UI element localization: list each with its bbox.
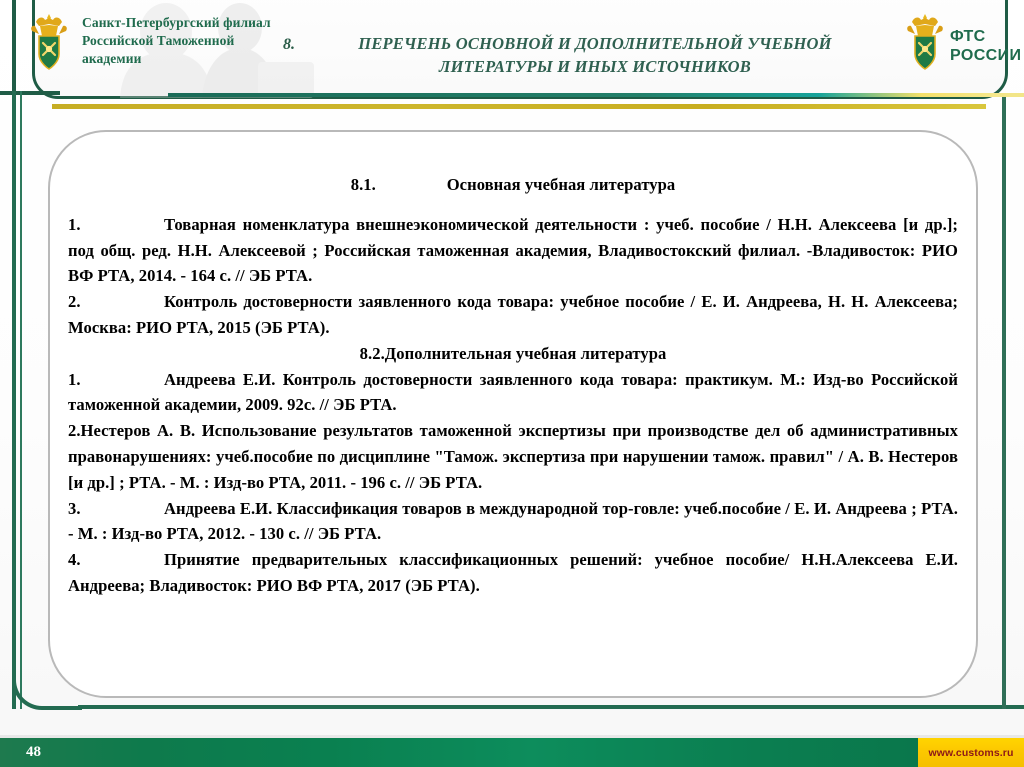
russian-customs-coat-of-arms-icon	[26, 12, 72, 74]
subsection-heading-additional	[68, 341, 958, 367]
fts-logo-line2: РОССИИ	[950, 46, 1022, 64]
list-item	[68, 367, 958, 419]
list-item	[68, 212, 958, 289]
frame-rail-vertical-main	[12, 91, 16, 709]
divider-yellow-stub	[1000, 93, 1024, 97]
list-item-number: 1.	[68, 369, 81, 389]
footer-bar	[0, 738, 1024, 767]
subsection-title-main: Основная учебная литература	[446, 175, 676, 194]
fts-coat-of-arms-icon	[902, 12, 948, 74]
section-number: 8.	[283, 36, 295, 53]
list-item-text: Андреева Е.И. Контроль достоверности заявленного кода товара: практикум. М.: Изд-во Российской таможенной академии, 2009. 92с. // ЭБ РТА.	[68, 369, 958, 415]
fts-logo-text	[950, 28, 1021, 66]
frame-rail-vertical-right	[1002, 96, 1006, 709]
website-badge[interactable]	[918, 738, 1024, 767]
divider-teal-gradient	[168, 93, 1024, 97]
content-body	[68, 172, 958, 692]
list-item	[68, 289, 958, 341]
subsection-heading-main	[68, 172, 958, 198]
page-title: ПЕРЕЧЕНЬ ОСНОВНОЙ И ДОПОЛНИТЕЛЬНОЙ УЧЕБНОЙ ЛИТЕРАТУРЫ И ИНЫХ ИСТОЧНИКОВ	[358, 34, 832, 77]
list-item-text: Андреева Е.И. Классификация товаров в международной тор-говле: учеб.пособие / Е. И. Андреева ; РТА. - М. : Изд-во РТА, 2012. - 130 с. // ЭБ РТА.	[68, 498, 958, 544]
subsection-number-additional: 8.2.	[359, 343, 385, 363]
divider-olive	[52, 104, 986, 109]
frame-rail-bottom	[78, 705, 1024, 709]
list-item-text: Контроль достоверности заявленного кода товара: учебное пособие / Е. И. Андреева, Н. Н. Алексеева; Москва: РИО РТА, 2015 (ЭБ РТА).	[68, 292, 958, 337]
frame-rail-vertical-thin	[20, 91, 22, 709]
frame-rail-vertical-upper	[12, 0, 16, 100]
website-url: www.customs.ru	[928, 746, 1014, 759]
page-number: 48	[26, 744, 41, 760]
list-item-number: 1.	[68, 214, 81, 234]
subsection-number-main: 8.1.	[350, 175, 376, 194]
list-item-number: 2.	[68, 292, 81, 312]
list-item	[68, 496, 958, 548]
list-item-text: Товарная номенклатура внешнеэкономической деятельности : учеб. пособие / Н.Н. Алексеева [и др.]; под общ. ред. Н.Н. Алексеевой ; Российская таможенная академия, Владивостокский филиал. -Владивосток: РИО ВФ РТА, 2014. - 164 с. // ЭБ РТА.	[68, 214, 958, 286]
fts-logo-line1: ФТС	[950, 28, 986, 45]
frame-rail-top-left	[0, 91, 60, 95]
subsection-title-additional: Дополнительная учебная литература	[384, 343, 667, 363]
list-item-number: 2.	[68, 421, 81, 441]
list-item	[68, 547, 958, 599]
list-item-number: 4.	[68, 550, 81, 570]
list-item-text: Нестеров А. В. Использование результатов таможенной экспертизы при производстве дел об административных правонарушениях: учеб.пособие по дисциплине "Тамож. экспертиза при нарушении тамож. правил" / А. В. Нестеров [и др.] ; РТА. - М. : Изд-во РТА, 2011. - 196 с. // ЭБ РТА.	[68, 421, 958, 492]
list-item	[68, 418, 958, 495]
list-item-number: 3.	[68, 498, 81, 518]
list-item-text: Принятие предварительных классификационных решений: учебное пособие/ Н.Н.Алексеева Е.И. Андреева; Владивосток: РИО ВФ РТА, 2017 (ЭБ РТА).	[68, 550, 958, 595]
organization-name: Санкт-Петербургский филиал Российской Таможенной академии	[82, 15, 271, 66]
